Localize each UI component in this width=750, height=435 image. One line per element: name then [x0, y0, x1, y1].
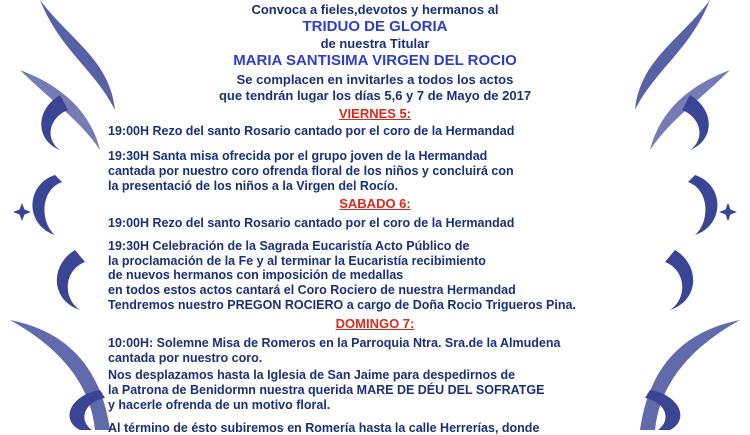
- domingo-item-3-line-1: Al término de ésto subiremos en Romería hasta la calle Herrerías, donde: [108, 421, 540, 435]
- sabado-item-2-line-5: Tendremos nuestro PREGON ROCIERO a cargo de Doña Rocio Trigueros Pina.: [108, 298, 576, 312]
- triduo-title: TRIDUO DE GLORIA: [302, 18, 448, 35]
- sabado-heading: SABADO 6:: [339, 196, 411, 211]
- sabado-item-1: 19:00H Rezo del santo Rosario cantado por el coro de la Hermandad: [108, 216, 515, 230]
- domingo-item-1-line-2: cantada por nuestro coro.: [108, 351, 263, 365]
- invite-line-1: Se complacen en invitarles a todos los actos: [236, 72, 514, 87]
- viernes-item-1: 19:00H Rezo del santo Rosario cantado por el coro de la Hermandad: [108, 124, 515, 138]
- titular-name: MARIA SANTISIMA VIRGEN DEL ROCIO: [233, 52, 517, 69]
- sabado-item-2-line-3: de nuevos hermanos con imposición de medallas: [108, 268, 404, 282]
- sabado-item-2-line-1: 19:30H Celebración de la Sagrada Eucaristía Acto Público de: [108, 239, 470, 253]
- viernes-item-2-line-1: 19:30H Santa misa ofrecida por el grupo joven de la Hermandad: [108, 149, 488, 163]
- viernes-heading: VIERNES 5:: [338, 106, 412, 121]
- sabado-item-2-line-4: en todos estos actos cantará el Coro Rociero de nuestra Hermandad: [108, 283, 516, 297]
- viernes-item-2-line-3: la presentació de los niños a la Virgen del Rocío.: [108, 179, 399, 193]
- sabado-item-2-line-2: la proclamación de la Fe y al terminar la Eucaristía recibimiento: [108, 254, 486, 268]
- domingo-heading: DOMINGO 7:: [335, 316, 415, 331]
- viernes-item-2-line-2: cantada por nuestro coro ofrenda floral de los niños y concluirá con: [108, 164, 514, 178]
- domingo-item-2-line-1: Nos desplazamos hasta la Iglesia de San Jaime para despedirnos de: [108, 368, 516, 382]
- domingo-item-1-line-1: 10:00H: Solemne Misa de Romeros en la Parroquia Ntra. Sra.de la Almudena: [108, 336, 561, 350]
- titular-intro: de nuestra Titular: [320, 36, 430, 51]
- domingo-item-2-line-3: y hacerle ofrenda de un motivo floral.: [108, 398, 331, 412]
- convoca-text: Convoca a fieles,devotos y hermanos al: [251, 2, 499, 17]
- invite-line-2: que tendrán lugar los días 5,6 y 7 de Mayo de 2017: [218, 88, 532, 103]
- domingo-item-2-line-2: la Patrona de Benidormn nuestra querida MARE DE DÉU DEL SOFRATGE: [108, 383, 545, 397]
